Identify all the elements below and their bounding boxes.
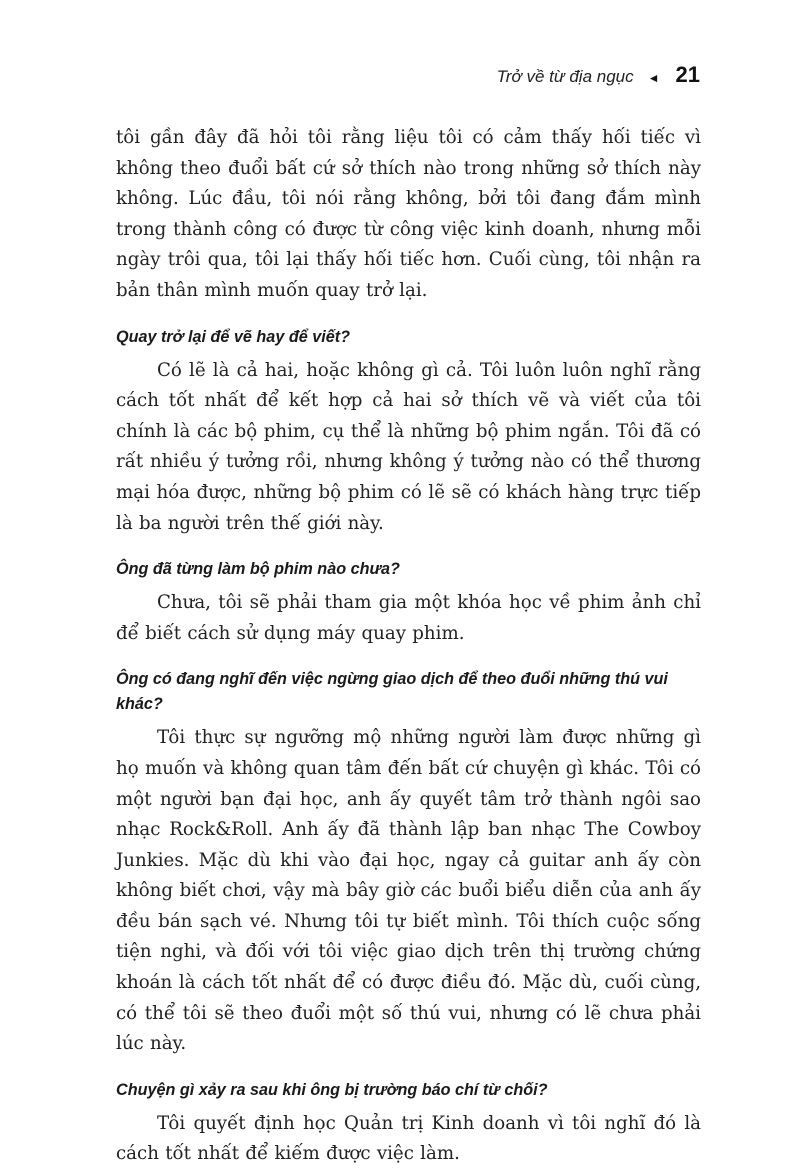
paragraph-continued: tôi gần đây đã hỏi tôi rằng liệu tôi có cảm thấy hối tiếc vì không theo đuổi bất cứ sở thích nào trong những sở thích này không. Lúc đầu, tôi nói rằng không, bởi tôi đang đắm mình trong thành công có được từ công việc kinh doanh, nhưng mỗi ngày trôi qua, tôi lại thấy hối tiếc hơn. Cuối cùng, tôi nhận ra bản thân mình muốn quay trở lại. <box>116 127 701 301</box>
interview-answer-2: Chưa, tôi sẽ phải tham gia một khóa học về phim ảnh chỉ để biết cách sử dụng máy quay phim. <box>116 592 701 644</box>
body-text <box>116 123 701 1170</box>
chapter-title: Trở về từ địa ngục <box>496 67 634 86</box>
interview-question-1: Quay trở lại để vẽ hay để viết? <box>116 327 350 346</box>
left-triangle-icon: ◄ <box>647 71 660 85</box>
running-header <box>497 62 700 88</box>
interview-question-4: Chuyện gì xảy ra sau khi ông bị trường báo chí từ chối? <box>116 1080 548 1099</box>
interview-question-3: Ông có đang nghĩ đến việc ngừng giao dịch để theo đuổi những thú vui khác? <box>116 670 668 714</box>
interview-answer-4: Tôi quyết định học Quản trị Kinh doanh vì tôi nghĩ đó là cách tốt nhất để kiếm được việc làm. <box>116 1112 701 1165</box>
page-number: 21 <box>675 62 700 87</box>
interview-answer-1: Có lẽ là cả hai, hoặc không gì cả. Tôi luôn luôn nghĩ rằng cách tốt nhất để kết hợp cả hai sở thích vẽ và viết của tôi chính là các bộ phim, cụ thể là những bộ phim ngắn. Tôi đã có rất nhiều ý tưởng rồi, nhưng không ý tưởng nào có thể thương mại hóa được, những bộ phim có lẽ sẽ có khách hàng trực tiếp là ba người trên thế giới này. <box>116 359 701 534</box>
interview-answer-3: Tôi thực sự ngưỡng mộ những người làm được những gì họ muốn và không quan tâm đến bất cứ chuyện gì khác. Tôi có một người bạn đại học, anh ấy quyết tâm trở thành ngôi sao nhạc Rock&Roll. Anh ấy đã thành lập ban nhạc The Cowboy Junkies. Mặc dù khi vào đại học, ngay cả guitar anh ấy còn không biết chơi, vậy mà bây giờ các buổi biểu diễn của anh ấy đều bán sạch vé. Nhưng tôi tự biết mình. Tôi thích cuộc sống tiện nghi, và đối với tôi việc giao dịch trên thị trường chứng khoán là cách tốt nhất để có được điều đó. Mặc dù, cuối cùng, có thể tôi sẽ theo đuổi một số thú vui, nhưng có lẽ chưa phải lúc này. <box>116 727 701 1055</box>
interview-question-2: Ông đã từng làm bộ phim nào chưa? <box>116 560 400 579</box>
